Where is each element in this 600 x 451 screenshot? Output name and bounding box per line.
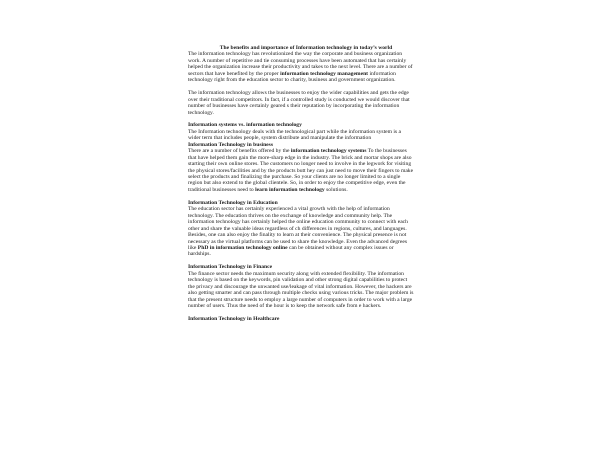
- business-text-3: solutions.: [324, 186, 348, 193]
- business-paragraph: [188, 148, 414, 193]
- systems-heading: Information systems vs. information technology: [188, 122, 302, 129]
- business-text-2: To the businesses that have helped them gain the more-sharp edge in the industry. The brick and mortar shops are also starting their own online stores. The customers no longer need to involve in the legwork for visiting the physical stores/facilities and by the products butt hey can just need to move their fingers to make select the products and finalizing the purchase. So your clients are no longer limited to a single region but also extend to the global clientele. So, in order to enjoy the competitive edge, even the traditional businesses need to: [188, 148, 414, 193]
- business-heading: Information Technology in business: [188, 141, 274, 148]
- education-text-1: The education sector has certainly experienced a vital growth with the help of information technology. The education thrives on the exchange of knowledge and community help. The information technology has certainly helped the online education community to connect with each other and share the valuable ideas regardless of ch differences in regions, cultures, and languages. Besides, one can also enjoy the finality to learn at their convenience. The physical presence is not necessary as the virtual platforms can be used to share the knowledge. Even the advanced degrees like: [188, 206, 408, 251]
- capabilities-paragraph: The information technology allows the businesses to enjoy the wider capabilities and gets the edge over their traditional competitors. In fact, if a controlled study is conducted we would discover that number of businesses have certainly geared s their reputation by incorporating the information technology.: [188, 90, 410, 116]
- document-title: The benefits and importance of Information technology in today’s world: [219, 45, 393, 51]
- intro-text-1: The information technology has revolutionized the way the corporate and business organization work. A number of repetitive and tie consuming processes have been automated that has certainly helped the organization increase their productivity and takes to the next level. There are a number of sectors that have benefited by the proper: [188, 51, 413, 77]
- intro-paragraph: [188, 51, 414, 83]
- education-heading: Information Technology in Education: [188, 199, 278, 206]
- document-page: [188, 45, 414, 322]
- healthcare-heading: Information Technology in Healthcare: [188, 315, 280, 322]
- education-text-2: can be obtained without any complex issues or hardships.: [188, 245, 394, 258]
- education-bold-1: PhD in information technology online: [197, 245, 288, 251]
- intro-text-2: information technology right from the education sector to charity, business and government organization.: [188, 70, 396, 84]
- intro-bold-1: information technology management: [280, 70, 369, 77]
- systems-paragraph: The Information technology deals with the technological part while the information system is a wider term that includes people, system distribute and manipulate the information: [188, 128, 401, 142]
- business-bold-2: learn information technology: [255, 186, 325, 193]
- business-bold-1: information technology systems: [290, 148, 367, 155]
- finance-paragraph: The finance sector needs the maximum security along with extended flexibility. The information technology is based on the keywords, pin validation and other strong digital capabilities to protect the privacy and discourage the unwanted use/leakage of vital information. However, the hackers are also getting smarter and can pass through multiple checks using various tricks. The major problem is that the present structure needs to employ a large number of computers in order to work with a large number of users. Thus the need of the hour is to keep the network safe from e hackers.: [188, 270, 414, 310]
- education-paragraph: [188, 206, 414, 258]
- finance-heading: Information Technology in Finance: [188, 264, 273, 271]
- business-text-1: There are a number of benefits offered by the: [188, 148, 291, 155]
